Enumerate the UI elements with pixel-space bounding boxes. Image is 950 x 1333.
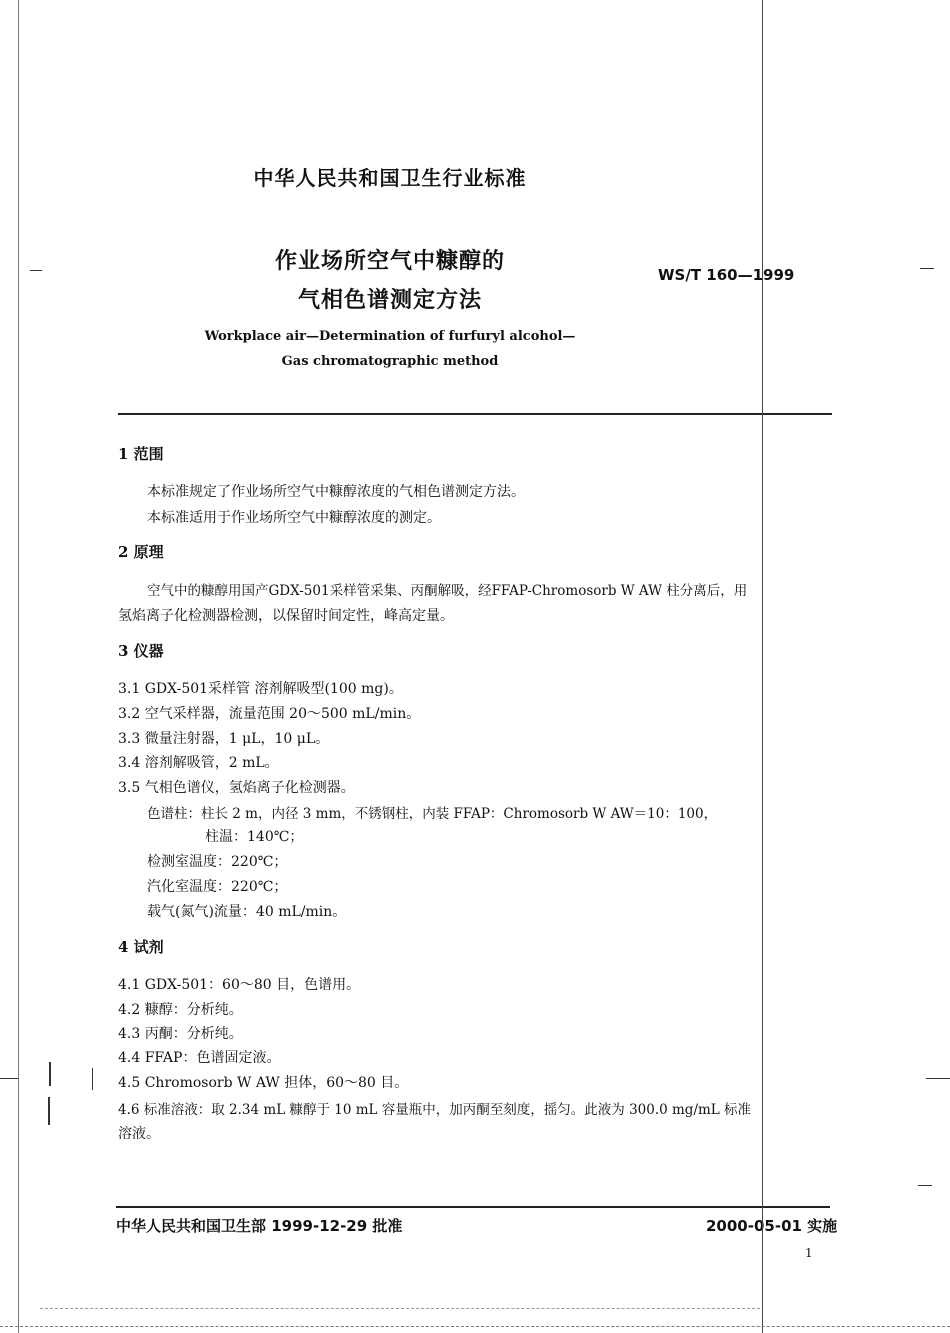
scan-mark	[92, 1068, 93, 1090]
page-number: 1	[805, 1246, 813, 1260]
scan-mark	[0, 1078, 18, 1079]
scan-dashed-line	[40, 1308, 760, 1309]
carrier-gas-flow: 载气(氮气)流量：40 mL/min。	[147, 904, 347, 920]
section-1-paragraph-2: 本标准适用于作业场所空气中糠醇浓度的测定。	[147, 510, 441, 526]
list-item: 3.2 空气采样器，流量范围 20～500 mL/min。	[118, 706, 421, 722]
list-item: 4.5 Chromosorb W AW 担体，60～80 目。	[118, 1075, 409, 1091]
list-item: 3.1 GDX-501采样管 溶剂解吸型(100 mg)。	[118, 681, 403, 697]
section-2-paragraph-line2: 氢焰离子化检测器检测，以保留时间定性，峰高定量。	[118, 608, 454, 624]
scan-mark	[920, 268, 934, 269]
implementation-date: 2000-05-01 实施	[706, 1217, 838, 1235]
section-4-heading: 4 试剂	[118, 938, 164, 956]
approval-statement: 中华人民共和国卫生部 1999-12-29 批准	[116, 1217, 403, 1235]
list-item: 3.3 微量注射器，1 μL，10 μL。	[118, 731, 330, 747]
scan-mark	[49, 1062, 51, 1086]
section-2-paragraph-line1: 空气中的糠醇用国产GDX-501采样管采集、丙酮解吸，经FFAP-Chromosorb W AW 柱分离后，用	[147, 583, 748, 599]
standard-organization: 中华人民共和国卫生行业标准	[253, 166, 527, 190]
section-1-heading: 1 范围	[118, 445, 164, 463]
scan-mark	[918, 1185, 932, 1186]
list-item: 3.5 气相色谱仪，氢焰离子化检测器。	[118, 780, 355, 796]
scan-mark	[48, 1097, 50, 1125]
scan-mark	[926, 1078, 950, 1079]
header-divider	[118, 413, 832, 415]
list-item: 4.1 GDX-501：60～80 目，色谱用。	[118, 977, 361, 993]
section-3-heading: 3 仪器	[118, 642, 164, 660]
list-item: 3.4 溶剂解吸管，2 mL。	[118, 755, 279, 771]
section-1-paragraph-1: 本标准规定了作业场所空气中糠醇浓度的气相色谱测定方法。	[147, 484, 525, 500]
list-item-4-6-line1: 4.6 标准溶液：取 2.34 mL 糠醇于 10 mL 容量瓶中，加丙酮至刻度，摇匀。此液为 300.0 mg/mL 标准	[118, 1102, 752, 1118]
detector-temperature: 检测室温度：220℃；	[147, 854, 288, 870]
list-item-4-6-line2: 溶液。	[118, 1126, 160, 1142]
scan-dashed-line	[0, 1326, 950, 1327]
chromatographic-column-line1: 色谱柱：柱长 2 m，内径 3 mm，不锈钢柱，内装 FFAP：Chromosorb W AW＝10：100，	[147, 806, 718, 822]
vaporizer-temperature: 汽化室温度：220℃；	[147, 879, 288, 895]
list-item: 4.2 糠醇：分析纯。	[118, 1002, 243, 1018]
list-item: 4.3 丙酮：分析纯。	[118, 1026, 243, 1042]
scan-left-edge	[18, 0, 19, 1333]
standard-code: WS/T 160—1999	[658, 266, 795, 284]
scan-fold-line	[762, 0, 763, 1333]
column-temperature: 柱温：140℃；	[205, 829, 304, 845]
section-2-heading: 2 原理	[118, 543, 164, 561]
scan-mark	[30, 270, 42, 271]
document-title-line2: 气相色谱测定方法	[297, 288, 482, 313]
english-title-line2: Gas chromatographic method	[281, 354, 499, 369]
document-title-line1: 作业场所空气中糠醇的	[274, 249, 505, 274]
list-item: 4.4 FFAP：色谱固定液。	[118, 1050, 281, 1066]
footer-divider	[116, 1206, 830, 1208]
english-title-line1: Workplace air—Determination of furfuryl alcohol—	[204, 329, 576, 344]
